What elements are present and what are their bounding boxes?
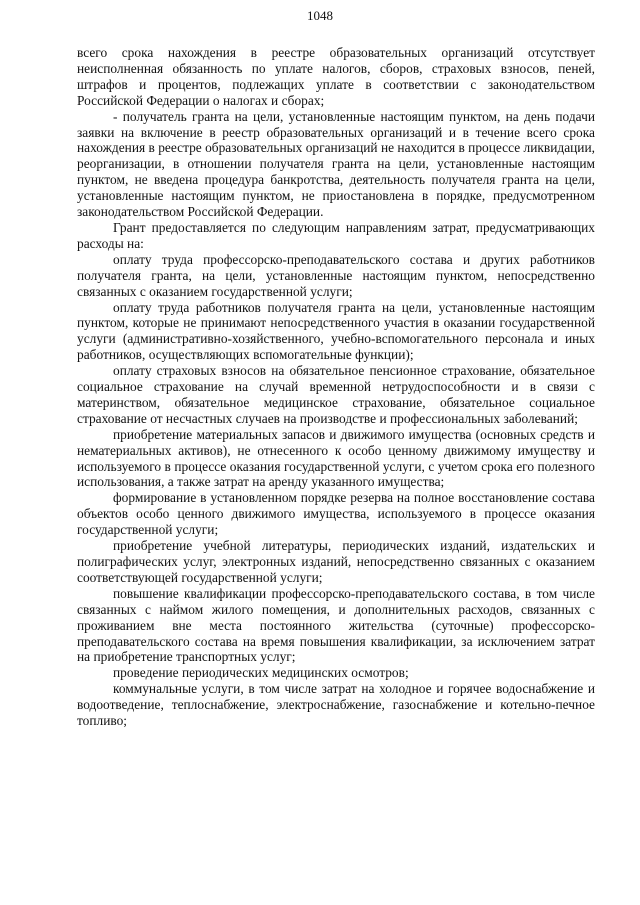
paragraph-reserve-formation: формирование в установленном порядке резерва на полное восстановление состава объектов особо ценного движимого имущества, используемого в процессе оказания государственной услуги; bbox=[77, 490, 595, 538]
paragraph-support-staff-pay: оплату труда работников получателя гранта на цели, установленные настоящим пунктом, которые не принимают непосредственного участия в оказании государственной услуги (административно-хозяйственного, учебно-вспомогательного персонала и иных работников, осуществляющих вспомогательные функции); bbox=[77, 299, 595, 363]
paragraph-grant-directions: Грант предоставляется по следующим направлениям затрат, предусматривающих расходы на: bbox=[77, 219, 595, 251]
paragraph-insurance-contributions: оплату страховых взносов на обязательное пенсионное страхование, обязательное социальное страхование на случай временной нетрудоспособности и в связи с материнством, обязательное медицинское страхование, обязательное социальное страхование от несчастных случаев на производстве и профессиональных заболеваний; bbox=[77, 363, 595, 426]
paragraph-materials-acquisition: приобретение материальных запасов и движимого имущества (основных средств и нематериальных активов), не отнесенного к особо ценному движимому имуществу и используемого в процессе оказания государственной услуги, с учетом срока его полезного использования, а также затрат на аренду указанного имущества; bbox=[77, 426, 595, 490]
paragraph-qualification-improvement: повышение квалификации профессорско-преподавательского состава, в том числе связанных с наймом жилого помещения, и дополнительных расходов, связанных с проживанием вне места постоянного жительства (суточные) профессорско-преподавательского состава на время повышения квалификации, за исключением затрат на приобретение транспортных услуг; bbox=[77, 585, 595, 665]
paragraph-medical-examinations: проведение периодических медицинских осмотров; bbox=[113, 665, 409, 681]
paragraph-literature-acquisition: приобретение учебной литературы, периодических изданий, издательских и полиграфических услуг, электронных изданий, непосредственно связанных с оказанием соответствующей государственной услуги; bbox=[77, 538, 595, 585]
document-body bbox=[77, 45, 595, 729]
paragraph-liquidation-condition: - получатель гранта на цели, установленные настоящим пунктом, на день подачи заявки на включение в реестр образовательных организаций и в течение всего срока нахождения в реестре образовательных организаций не находится в процессе ликвидации, реорганизации, в отношении получателя гранта на цели, установленные настоящим пунктом, не введена процедура банкротства, деятельность получателя гранта на цели, установленные настоящим пунктом, не приостановлена в порядке, предусмотренном законодательством Российской Федерации. bbox=[77, 108, 595, 220]
page-number: 1048 bbox=[307, 8, 333, 23]
paragraph-utilities: коммунальные услуги, в том числе затрат на холодное и горячее водоснабжение и водоотведение, теплоснабжение, электроснабжение, газоснабжение и котельно-печное топливо; bbox=[77, 681, 595, 729]
paragraph-teaching-staff-pay: оплату труда профессорско-преподавательского состава и других работников получателя гранта, на цели, установленные настоящим пунктом, непосредственно связанных с оказанием государственной услуги; bbox=[77, 251, 595, 299]
paragraph-continuation: всего срока нахождения в реестре образовательных организаций отсутствует неисполненная обязанность по уплате налогов, сборов, страховых взносов, пеней, штрафов и процентов, подлежащих уплате в соответствии с законодательством Российской Федерации о налогах и сборах; bbox=[77, 45, 595, 108]
